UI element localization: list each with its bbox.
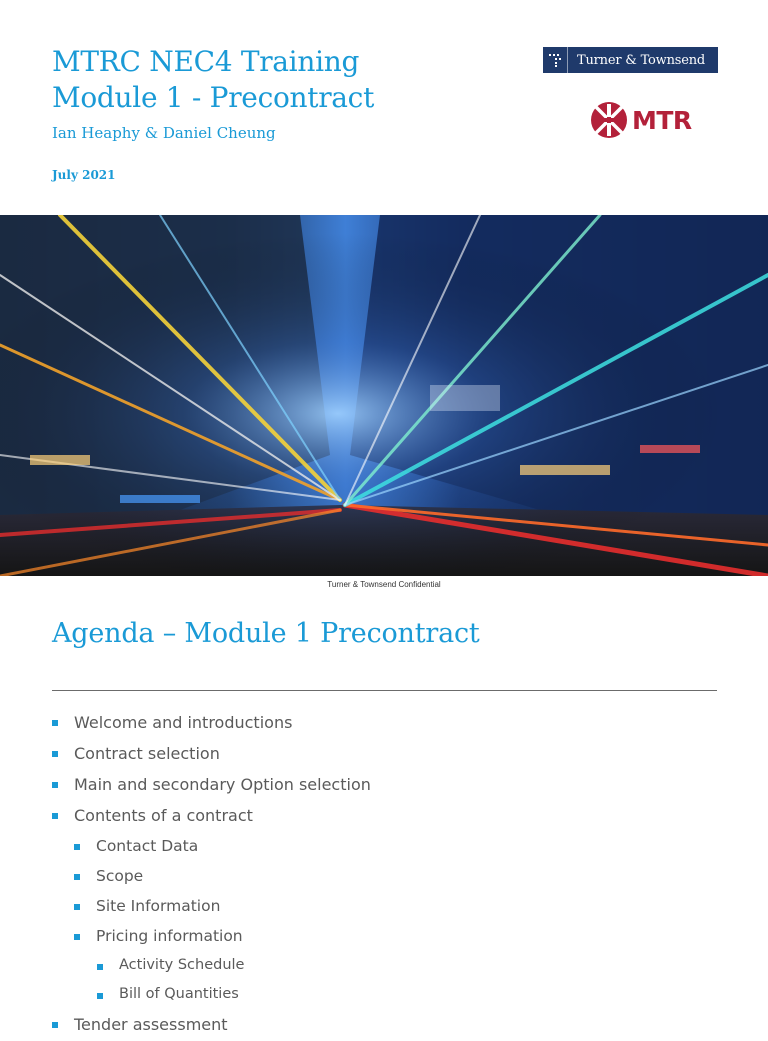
square-bullet-icon — [74, 904, 80, 910]
agenda-item-text: Pricing information — [96, 927, 243, 945]
agenda-item — [52, 770, 371, 801]
square-bullet-icon — [52, 782, 58, 788]
agenda-item — [52, 952, 371, 981]
square-bullet-icon — [74, 934, 80, 940]
square-bullet-icon — [74, 844, 80, 850]
turner-townsend-logo-text: Turner & Townsend — [577, 52, 706, 68]
agenda-item-text: Activity Schedule — [119, 957, 245, 973]
square-bullet-icon — [52, 1022, 58, 1028]
agenda-item — [52, 708, 371, 739]
agenda-item-text: Bill of Quantities — [119, 986, 239, 1002]
turner-townsend-logo — [543, 47, 718, 73]
agenda-item-text: Site Information — [96, 897, 221, 915]
agenda-item-text: Contact Data — [96, 837, 199, 855]
agenda-item-text: Contract selection — [74, 744, 220, 763]
square-bullet-icon — [52, 813, 58, 819]
agenda-item-text: Main and secondary Option selection — [74, 775, 371, 794]
agenda-item-text: Contents of a contract — [74, 806, 253, 825]
mtr-logo-text: MTR — [632, 105, 692, 135]
agenda-item — [52, 922, 371, 952]
agenda-item — [52, 981, 371, 1010]
agenda-item — [52, 832, 371, 862]
date: July 2021 — [52, 168, 116, 182]
square-bullet-icon — [52, 720, 58, 726]
agenda-item — [52, 892, 371, 922]
title-line-2: Module 1 - Precontract — [52, 81, 375, 114]
square-bullet-icon — [52, 751, 58, 757]
agenda-item-text: Tender assessment — [74, 1015, 228, 1034]
city-light-trails-photo — [0, 215, 768, 576]
authors: Ian Heaphy & Daniel Cheung — [52, 124, 276, 142]
square-bullet-icon — [97, 964, 103, 970]
title-line-1: MTRC NEC4 Training — [52, 45, 360, 78]
title-divider — [52, 690, 717, 691]
mtr-roundel-icon — [590, 101, 628, 139]
agenda-item — [52, 739, 371, 770]
confidential-footer: Turner & Townsend Confidential — [327, 580, 441, 589]
mtr-logo — [590, 101, 692, 139]
agenda-item — [52, 801, 371, 832]
square-bullet-icon — [74, 874, 80, 880]
agenda-item-text: Welcome and introductions — [74, 713, 293, 732]
dot-grid-icon — [543, 47, 568, 73]
presentation-title — [52, 44, 374, 116]
agenda-item — [52, 862, 371, 892]
agenda-item — [52, 1010, 371, 1041]
agenda-title: Agenda – Module 1 Precontract — [52, 618, 480, 649]
agenda-list — [52, 708, 371, 1041]
square-bullet-icon — [97, 993, 103, 999]
agenda-item-text: Scope — [96, 867, 144, 885]
